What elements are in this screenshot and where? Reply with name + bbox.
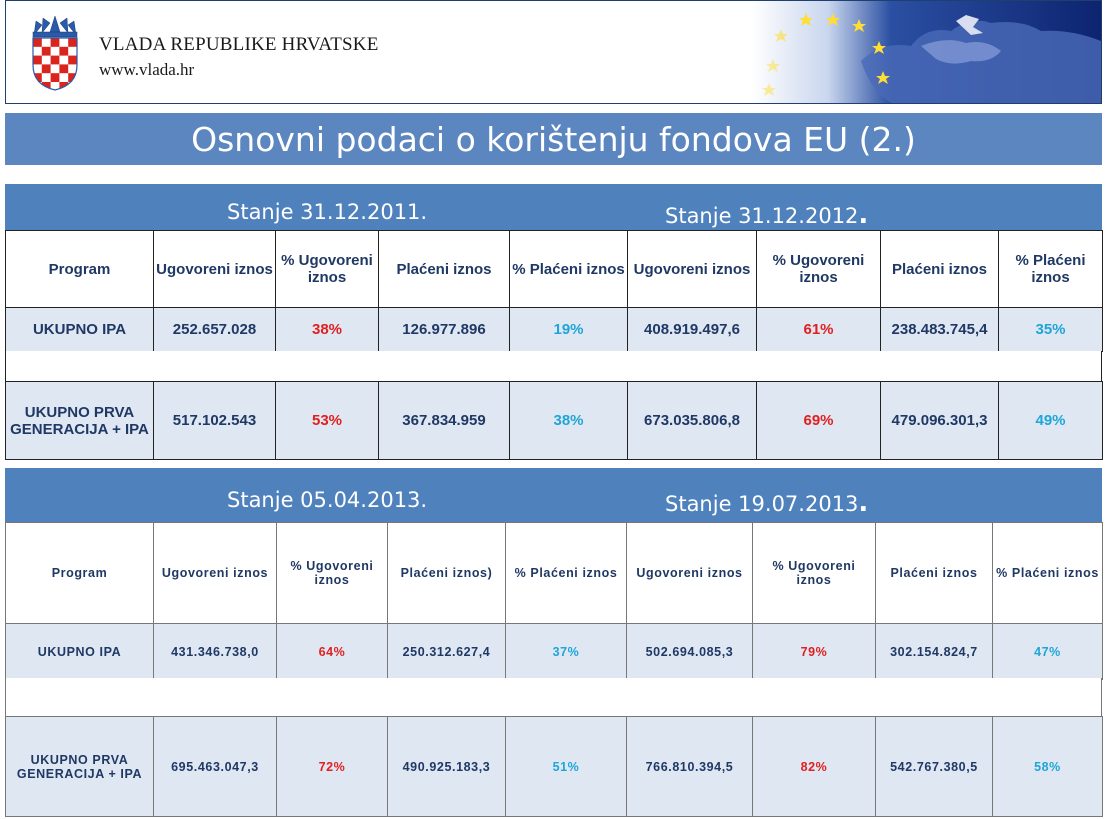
contracted-amount: 517.102.543 [154, 382, 276, 460]
date-right: Stanje 19.07.2013. [665, 488, 869, 518]
government-name: VLADA REPUBLIKE HRVATSKE [99, 34, 379, 55]
col-header-contracted: Ugovoreni iznos [627, 523, 753, 624]
col-header-paid: Plaćeni iznos [881, 231, 999, 308]
paid-pct: 19% [510, 308, 628, 352]
paid-amount: 490.925.183,3 [388, 717, 506, 817]
paid-amount: 479.096.301,3 [881, 382, 999, 460]
paid-amount: 250.312.627,4 [388, 624, 506, 680]
table-row [6, 624, 1103, 680]
paid-pct: 35% [999, 308, 1103, 352]
col-header-contracted-pct: % Ugovoreni iznos [753, 523, 876, 624]
program-name: UKUPNO PRVA GENERACIJA + IPA [6, 382, 154, 460]
contracted-pct: 61% [757, 308, 881, 352]
table-spacer [5, 351, 1102, 381]
paid-amount: 238.483.745,4 [881, 308, 999, 352]
col-header-paid: Plaćeni iznos) [388, 523, 506, 624]
col-header-paid-pct: % Plaćeni iznos [506, 523, 627, 624]
contracted-pct: 38% [276, 308, 379, 352]
contracted-amount: 502.694.085,3 [627, 624, 753, 680]
col-header-contracted-pct: % Ugovoreni iznos [276, 231, 379, 308]
col-header-program: Program [6, 523, 154, 624]
col-header-paid-pct: % Plaćeni iznos [510, 231, 628, 308]
contracted-amount: 695.463.047,3 [154, 717, 277, 817]
paid-pct: 38% [510, 382, 628, 460]
col-header-paid: Plaćeni iznos [379, 231, 510, 308]
data-table-total [5, 716, 1103, 817]
data-table [5, 522, 1103, 680]
contracted-pct: 69% [757, 382, 881, 460]
program-name: UKUPNO PRVA GENERACIJA + IPA [6, 717, 154, 817]
contracted-amount: 766.810.394,5 [627, 717, 753, 817]
contracted-pct: 53% [276, 382, 379, 460]
col-header-contracted: Ugovoreni iznos [628, 231, 757, 308]
paid-pct: 58% [993, 717, 1103, 817]
table-block-2013 [5, 468, 1102, 819]
col-header-contracted: Ugovoreni iznos [154, 523, 277, 624]
slide-title-bar [5, 113, 1102, 165]
paid-amount: 542.767.380,5 [876, 717, 993, 817]
contracted-pct: 72% [277, 717, 388, 817]
paid-amount: 302.154.824,7 [876, 624, 993, 680]
paid-pct: 47% [993, 624, 1103, 680]
contracted-pct: 64% [277, 624, 388, 680]
date-left: Stanje 31.12.2011. [227, 200, 428, 224]
paid-pct: 37% [506, 624, 627, 680]
col-header-contracted-pct: % Ugovoreni iznos [757, 231, 881, 308]
date-left: Stanje 05.04.2013. [227, 488, 428, 512]
contracted-amount: 252.657.028 [154, 308, 276, 352]
table-row [6, 382, 1103, 460]
col-header-program: Program [6, 231, 154, 308]
col-header-contracted: Ugovoreni iznos [154, 231, 276, 308]
table-spacer [5, 678, 1102, 716]
contracted-amount: 673.035.806,8 [628, 382, 757, 460]
col-header-contracted-pct: % Ugovoreni iznos [277, 523, 388, 624]
program-name: UKUPNO IPA [6, 308, 154, 352]
page-header [5, 0, 1102, 104]
col-header-paid-pct: % Plaćeni iznos [993, 523, 1103, 624]
paid-pct: 51% [506, 717, 627, 817]
paid-amount: 126.977.896 [379, 308, 510, 352]
date-band [5, 468, 1102, 522]
contracted-amount: 431.346.738,0 [154, 624, 277, 680]
contracted-amount: 408.919.497,6 [628, 308, 757, 352]
paid-amount: 367.834.959 [379, 382, 510, 460]
header-row [6, 231, 1103, 308]
contracted-pct: 82% [753, 717, 876, 817]
table-row [6, 717, 1103, 817]
col-header-paid-pct: % Plaćeni iznos [999, 231, 1103, 308]
contracted-pct: 79% [753, 624, 876, 680]
program-name: UKUPNO IPA [6, 624, 154, 680]
table-block-2011-2012 [5, 184, 1102, 460]
data-table-total [5, 381, 1103, 460]
slide-title: Osnovni podaci o korištenju fondova EU (2.) [191, 119, 916, 159]
header-row [6, 523, 1103, 624]
table-row [6, 308, 1103, 352]
date-right: Stanje 31.12.2012. [665, 200, 869, 230]
paid-pct: 49% [999, 382, 1103, 460]
government-url[interactable]: www.vlada.hr [99, 60, 195, 79]
data-table [5, 230, 1103, 352]
eu-map-stars-banner [751, 1, 1101, 103]
col-header-paid: Plaćeni iznos [876, 523, 993, 624]
date-band [5, 184, 1102, 230]
croatian-coat-of-arms-icon [30, 15, 80, 91]
